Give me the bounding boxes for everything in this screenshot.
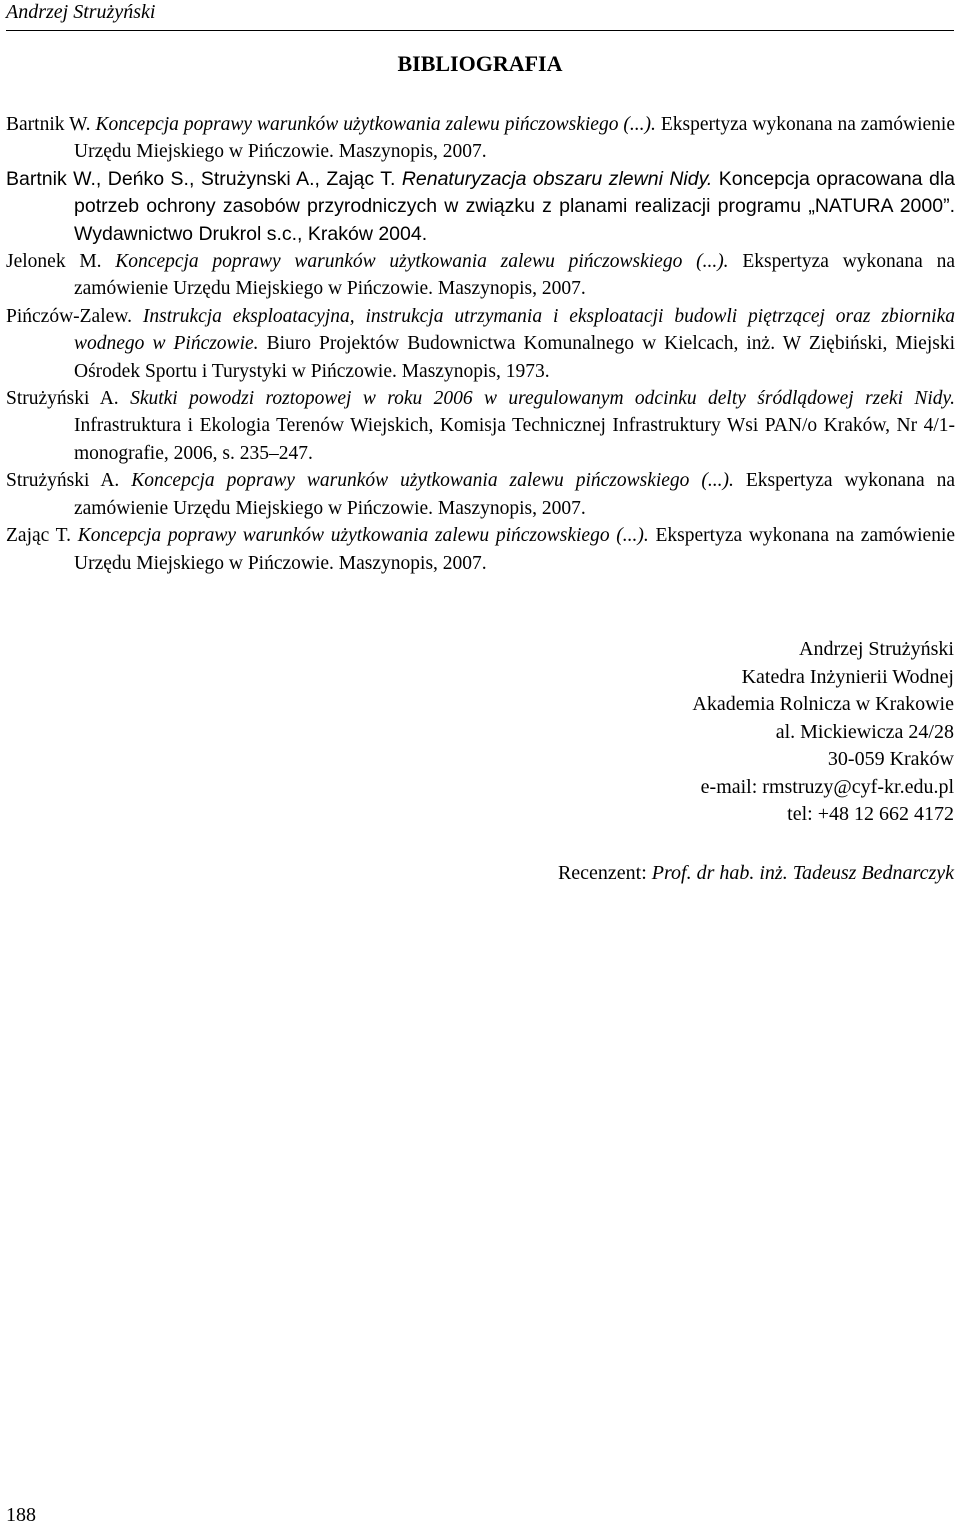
address-email: e-mail: rmstruzy@cyf-kr.edu.pl <box>700 775 954 798</box>
address-name: Andrzej Strużyński <box>799 638 954 660</box>
entry-author: Bartnik W., Deńko S., Strużynski A., Zając T. <box>6 167 396 190</box>
reviewer-line <box>558 860 954 886</box>
address-department: Katedra Inżynierii Wodnej <box>741 665 954 688</box>
entry-details: Ekspertyza wykonana na zamówienie Urzędu Miejskiego w Pińczowie. Maszynopis, 2007. <box>74 470 955 519</box>
author-address <box>692 636 954 829</box>
entry-title: Koncepcja poprawy warunków użytkowania zalewu pińczowskiego (...). <box>95 114 656 135</box>
entry-title: Skutki powodzi roztopowej w roku 2006 w uregulowanym odcinku delty śródlądowej rzeki Nidy. <box>130 388 956 410</box>
address-street: al. Mickiewicza 24/28 <box>775 720 954 743</box>
address-phone: tel: +48 12 662 4172 <box>787 803 954 825</box>
entry-details: Ekspertyza wykonana na zamówienie Urzędu Miejskiego w Pińczowie. Maszynopis, 2007. <box>74 114 955 163</box>
section-title: BIBLIOGRAFIA <box>397 51 563 76</box>
bibliography-entry <box>6 467 955 522</box>
entry-author: Strużyński A. <box>6 470 120 492</box>
entry-details: Koncepcja opracowana dla potrzeb ochrony zasobów przyrodniczych w związku z planami realizacji programu „NATURA 2000”. Wydawnictwo Drukrol s.c., Kraków 2004. <box>74 167 955 245</box>
entry-title: Instrukcja eksploatacyjna, instrukcja utrzymania i eksploatacji budowli piętrzącej oraz zbiornika wodnego w Pińczowie. <box>74 305 956 355</box>
entry-title: Koncepcja poprawy warunków użytkowania zalewu pińczowskiego (...). <box>115 251 729 273</box>
entry-author: Bartnik W. <box>6 114 91 135</box>
entry-title: Koncepcja poprawy warunków użytkowania zalewu pińczowskiego (...). <box>131 470 734 492</box>
entry-author: Jelonek M. <box>6 251 102 273</box>
entry-details: Ekspertyza wykonana na zamówienie Urzędu Miejskiego w Pińczowie. Maszynopis, 2007. <box>74 251 955 300</box>
reviewer-name: Prof. dr hab. inż. Tadeusz Bednarczyk <box>651 862 954 884</box>
reviewer-label: Recenzent: <box>557 862 647 884</box>
bibliography-entry <box>6 385 955 467</box>
page-number: 188 <box>6 1504 36 1526</box>
entry-details: Ekspertyza wykonana na zamówienie Urzędu Miejskiego w Pińczowie. Maszynopis, 2007. <box>74 525 956 574</box>
address-city: 30-059 Kraków <box>827 748 954 770</box>
entry-author: Pińczów-Zalew. <box>6 305 132 327</box>
entry-details: Infrastruktura i Ekologia Terenów Wiejskich, Komisja Technicznej Infrastruktury Wsi PAN/o Kraków, Nr 4/1-monografie, 2006, s. 235–247. <box>74 415 955 464</box>
address-institution: Akademia Rolnicza w Krakowie <box>692 693 954 715</box>
bibliography-entry <box>6 111 955 166</box>
bibliography-entry <box>6 166 955 248</box>
entry-author: Strużyński A. <box>6 388 119 410</box>
entry-author: Zając T. <box>6 525 71 547</box>
running-header <box>6 0 954 31</box>
bibliography-entry <box>6 248 955 303</box>
bibliography-list <box>6 111 955 577</box>
bibliography-entry <box>6 522 955 577</box>
entry-title: Koncepcja poprawy warunków użytkowania zalewu pińczowskiego (...). <box>77 525 649 547</box>
bibliography-entry <box>6 303 955 385</box>
running-title: Andrzej Strużyński <box>6 1 156 23</box>
entry-title: Renaturyzacja obszaru zlewni Nidy. <box>401 167 713 190</box>
entry-details: Biuro Projektów Budownictwa Komunalnego w Kielcach, inż. W Ziębiński, Miejski Ośrodek Sportu i Turystyki w Pińczowie. Maszynopis, 1973. <box>74 333 956 382</box>
